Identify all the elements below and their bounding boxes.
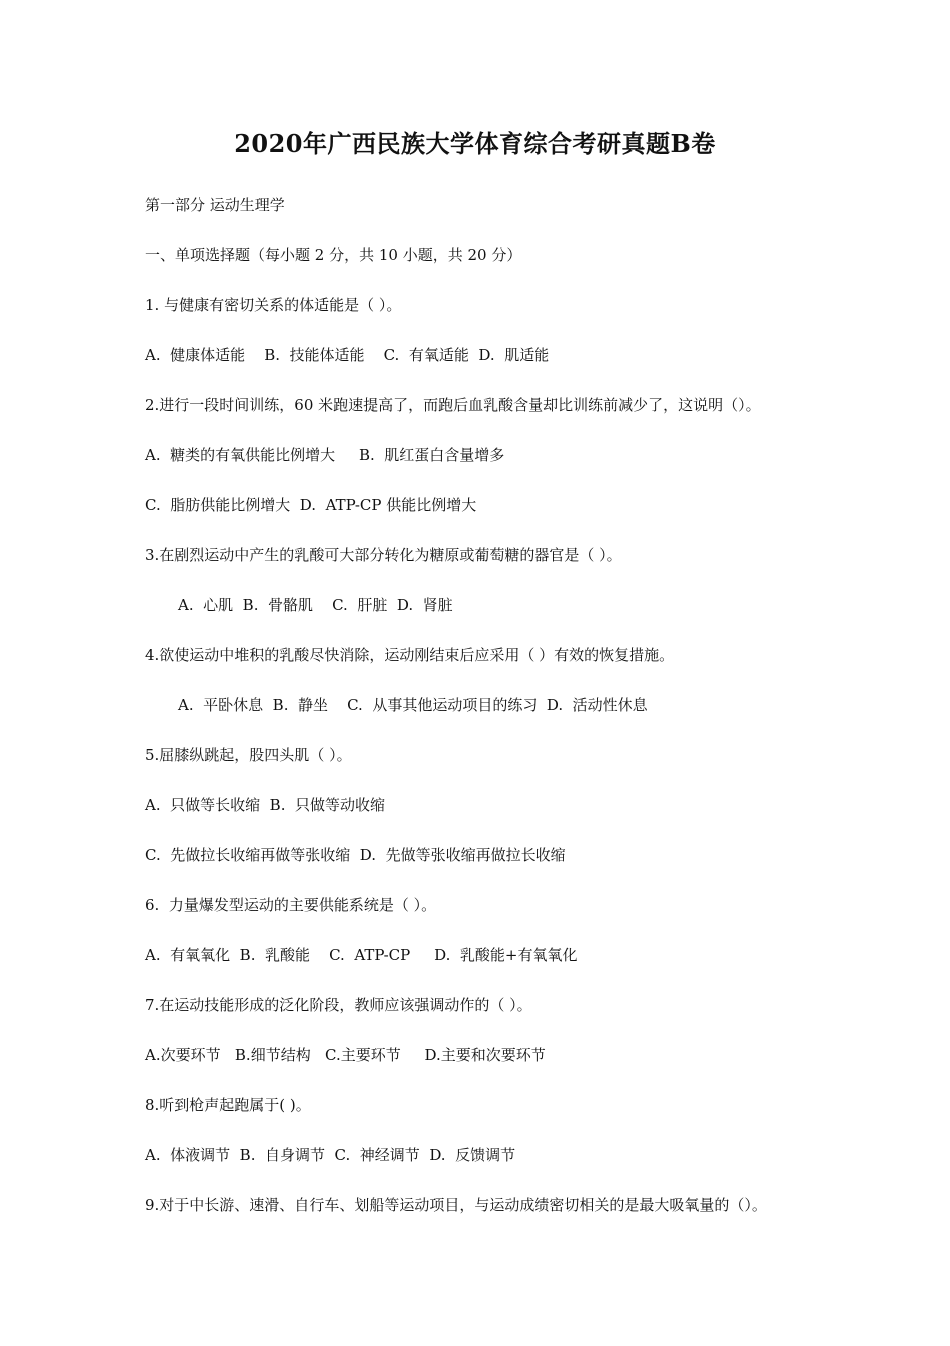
instructions: 一、单项选择题（每小题 2 分，共 10 小题，共 20 分） [145, 246, 522, 264]
question-5-options-cd: C. 先做拉长收缩再做等张收缩 D. 先做等张收缩再做拉长收缩 [145, 846, 566, 864]
question-8-options: A. 体液调节 B. 自身调节 C. 神经调节 D. 反馈调节 [145, 1146, 516, 1164]
question-4-options: A. 平卧休息 B. 静坐 C. 从事其他运动项目的练习 D. 活动性休息 [178, 696, 648, 714]
question-3-options: A. 心肌 B. 骨骼肌 C. 肝脏 D. 肾脏 [178, 596, 453, 614]
question-4: 4.欲使运动中堆积的乳酸尽快消除，运动刚结束后应采用（ ）有效的恢复措施。 [145, 646, 675, 664]
question-3: 3.在剧烈运动中产生的乳酸可大部分转化为糖原或葡萄糖的器官是（ ）。 [145, 546, 622, 564]
question-5: 5.屈膝纵跳起，股四头肌（ ）。 [145, 746, 352, 764]
question-1: 1. 与健康有密切关系的体适能是（ ）。 [145, 296, 402, 314]
question-6: 6. 力量爆发型运动的主要供能系统是（ ）。 [145, 896, 437, 914]
question-9: 9.对于中长游、速滑、自行车、划船等运动项目，与运动成绩密切相关的是最大吸氧量的（）。 [145, 1196, 767, 1214]
question-5-options-ab: A. 只做等长收缩 B. 只做等动收缩 [145, 796, 386, 814]
question-7-options: A.次要环节 B.细节结构 C.主要环节 D.主要和次要环节 [145, 1046, 546, 1064]
question-2: 2.进行一段时间训练，60 米跑速提高了，而跑后血乳酸含量却比训练前减少了，这说明（）。 [145, 396, 761, 414]
question-7: 7.在运动技能形成的泛化阶段，教师应该强调动作的（ ）。 [145, 996, 532, 1014]
page-title: 2020年广西民族大学体育综合考研真题B卷 [234, 129, 716, 158]
question-8: 8.听到枪声起跑属于( )。 [145, 1096, 311, 1114]
question-2-options-ab: A. 糖类的有氧供能比例增大 B. 肌红蛋白含量增多 [145, 446, 505, 464]
question-6-options: A. 有氧氧化 B. 乳酸能 C. ATP-CP D. 乳酸能+有氧氧化 [145, 946, 578, 964]
question-1-options: A. 健康体适能 B. 技能体适能 C. 有氧适能 D. 肌适能 [145, 346, 550, 364]
section-heading: 第一部分 运动生理学 [145, 196, 285, 214]
question-2-options-cd: C. 脂肪供能比例增大 D. ATP-CP 供能比例增大 [145, 496, 477, 514]
